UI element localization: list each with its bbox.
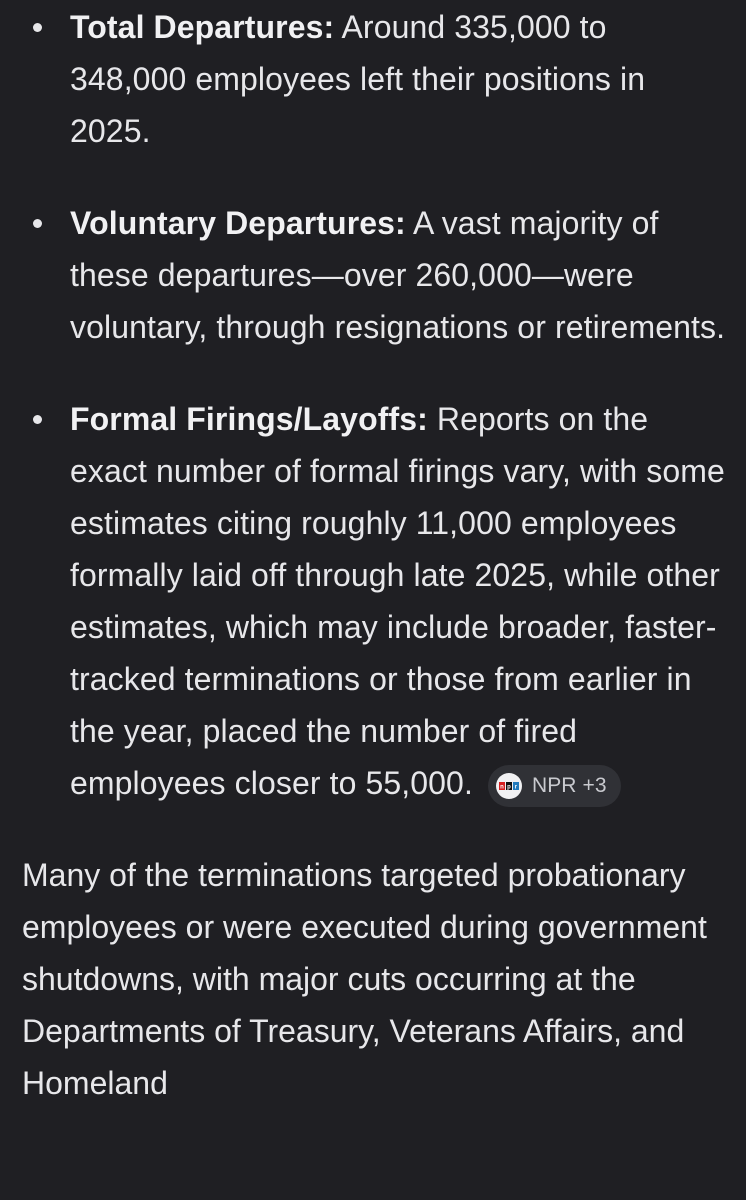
bullet-dot [33, 415, 42, 424]
bullet-text: Reports on the exact number of formal firings vary, with some estimates citing roughly 11,000 employees formally laid off through late 2025, while other estimates, which may include broader, faster-tracked terminations or those from earlier in the year, placed the number of fired employees closer to 55,000. [70, 401, 725, 801]
bullet-dot [33, 219, 42, 228]
bullet-lead: Voluntary Departures: [70, 205, 406, 241]
bullet-list [0, 1, 746, 809]
source-chip-button[interactable] [488, 765, 621, 807]
bullet-text: Around 335,000 to 348,000 employees left their positions in 2025. [70, 9, 646, 149]
bullet-lead: Total Departures: [70, 9, 335, 45]
bullet-dot [33, 23, 42, 32]
bullet-item-voluntary-departures [0, 197, 746, 353]
source-chip-label: NPR +3 [531, 774, 607, 797]
bullet-lead: Formal Firings/Layoffs: [70, 401, 428, 437]
svg-text:r: r [514, 784, 518, 790]
summary-paragraph: Many of the terminations targeted probationary employees or were executed during government shutdowns, with major cuts occurring at the Departments of Treasury, Veterans Affairs, and Homeland [22, 857, 707, 1101]
svg-text:n: n [500, 784, 504, 790]
bullet-item-formal-firings [0, 393, 746, 809]
bullet-text: A vast majority of these departures—over 260,000—were voluntary, through resignations or retirements. [70, 205, 726, 345]
npr-logo-icon [496, 773, 522, 799]
svg-text:p: p [507, 784, 511, 790]
bullet-item-total-departures [0, 1, 746, 157]
